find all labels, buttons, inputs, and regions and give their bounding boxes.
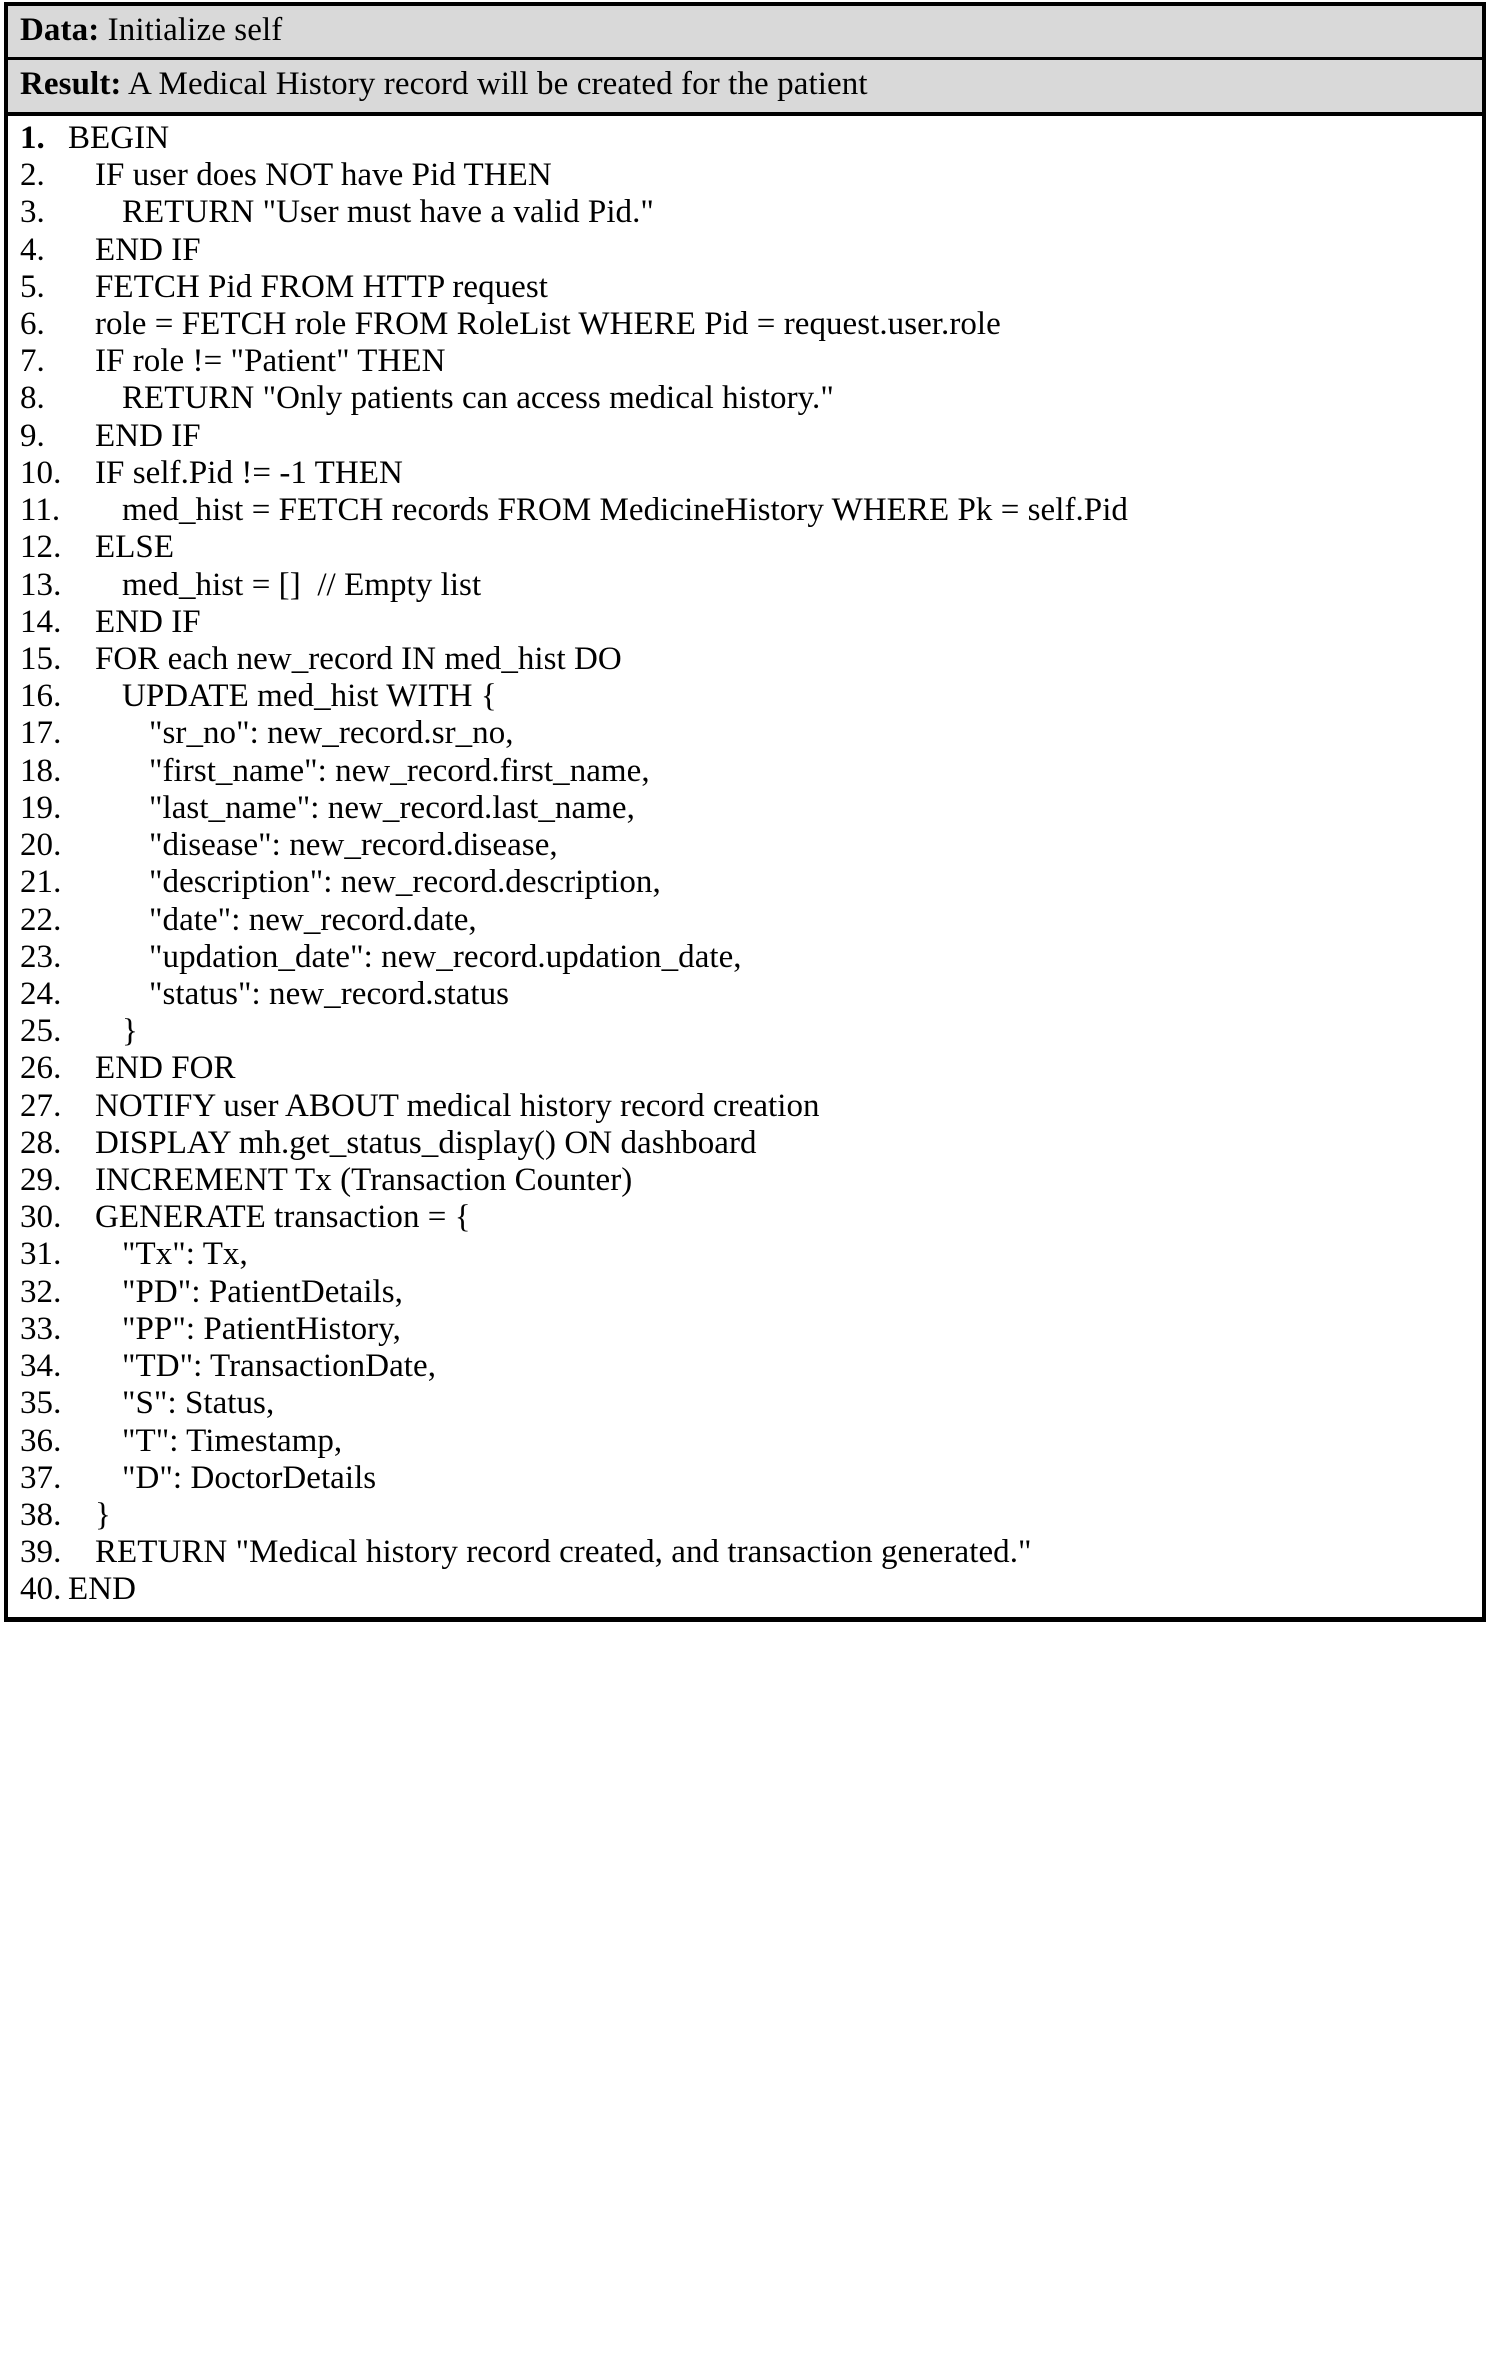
pseudocode-body [8,116,1482,1617]
line-text: UPDATE med_hist WITH { [122,678,497,715]
pseudocode-line [8,604,1482,641]
algorithm-table [4,2,1486,1622]
line-text: med_hist = [] // Empty list [122,566,482,603]
line-number: 16. [20,678,62,715]
line-text: END [68,1571,136,1608]
pseudocode-line [8,1311,1482,1348]
pseudocode-line [8,1385,1482,1422]
pseudocode-line [8,678,1482,715]
line-number: 29. [20,1162,62,1199]
line-text: BEGIN [68,119,170,156]
line-number: 33. [20,1310,62,1347]
pseudocode-line [8,120,1482,157]
line-number: 6. [20,306,45,342]
line-number: 28. [20,1124,62,1161]
line-number: 30. [20,1199,62,1236]
line-number: 3. [20,194,45,231]
pseudocode-line [8,1348,1482,1385]
line-text: "description": new_record.description, [149,864,661,901]
line-text: "last_name": new_record.last_name, [149,789,635,826]
pseudocode-line [8,715,1482,752]
line-text: NOTIFY user ABOUT medical history record creation [95,1087,820,1124]
line-number: 19. [20,789,62,826]
pseudocode-line [8,1236,1482,1273]
line-text: role = FETCH role FROM RoleList WHERE Pid = request.user.role [95,306,1001,342]
line-text: "TD": TransactionDate, [122,1348,437,1385]
line-number: 14. [20,603,62,640]
pseudocode-line [8,1274,1482,1311]
line-number: 17. [20,715,62,752]
line-text: END IF [95,603,201,640]
line-number: 37. [20,1459,62,1496]
line-text: "sr_no": new_record.sr_no, [149,715,514,752]
pseudocode-line [8,455,1482,492]
pseudocode-line [8,1423,1482,1460]
line-number: 36. [20,1422,62,1459]
line-text: END IF [95,231,201,268]
line-number: 5. [20,268,45,305]
line-number: 39. [20,1534,62,1571]
line-number: 25. [20,1013,62,1050]
pseudocode-line [8,306,1482,343]
line-text: RETURN "Medical history record created, and transaction generated." [95,1534,1032,1571]
pseudocode-line [8,1088,1482,1125]
line-number: 13. [20,566,62,603]
pseudocode-line [8,380,1482,417]
line-text: RETURN "Only patients can access medical history." [122,380,834,417]
pseudocode-line [8,827,1482,864]
pseudocode-line [8,753,1482,790]
pseudocode-line [8,864,1482,901]
pseudocode-line [8,939,1482,976]
line-text: } [122,1013,138,1050]
result-header-value: A Medical History record will be created for the patient [121,65,868,102]
result-header-row [8,60,1482,116]
pseudocode-line [8,641,1482,678]
line-number: 38. [20,1497,62,1533]
line-text: "disease": new_record.disease, [149,827,558,864]
line-number: 40. [20,1571,62,1608]
line-number: 12. [20,529,62,566]
data-header-value: Initialize self [99,12,283,48]
pseudocode-line [8,567,1482,604]
pseudocode-line [8,1050,1482,1087]
line-number: 10. [20,454,62,491]
line-text: "Tx": Tx, [122,1236,248,1273]
line-number: 26. [20,1050,62,1087]
pseudocode-line [8,343,1482,380]
pseudocode-line [8,232,1482,269]
line-text: DISPLAY mh.get_status_display() ON dashboard [95,1124,757,1161]
line-number: 8. [20,380,45,417]
line-number: 18. [20,752,62,789]
line-text: END FOR [95,1050,236,1087]
pseudocode-line [8,1199,1482,1236]
line-text: IF user does NOT have Pid THEN [95,157,552,194]
line-number: 2. [20,157,45,194]
line-number: 35. [20,1385,62,1422]
pseudocode-line [8,902,1482,939]
line-text: "updation_date": new_record.updation_date, [149,938,742,975]
pseudocode-line [8,790,1482,827]
line-number: 24. [20,975,62,1012]
line-number: 22. [20,901,62,938]
line-text: INCREMENT Tx (Transaction Counter) [95,1162,633,1199]
data-header-row [8,6,1482,60]
pseudocode-line [8,1571,1482,1608]
line-text: END IF [95,417,201,454]
line-text: RETURN "User must have a valid Pid." [122,194,654,231]
line-number: 27. [20,1087,62,1124]
line-number: 4. [20,231,45,268]
line-text: } [95,1497,111,1533]
pseudocode-line [8,976,1482,1013]
line-text: "date": new_record.date, [149,901,477,938]
line-number: 32. [20,1273,62,1310]
pseudocode-line [8,1013,1482,1050]
line-text: "first_name": new_record.first_name, [149,752,650,789]
pseudocode-line [8,1460,1482,1497]
line-number: 20. [20,827,62,864]
line-text: IF role != "Patient" THEN [95,343,446,380]
line-text: "status": new_record.status [149,975,510,1012]
pseudocode-line [8,1497,1482,1534]
line-number: 7. [20,343,45,380]
line-number: 1. [20,119,45,156]
line-text: FOR each new_record IN med_hist DO [95,640,622,677]
pseudocode-line [8,418,1482,455]
pseudocode-line [8,269,1482,306]
line-text: med_hist = FETCH records FROM MedicineHistory WHERE Pk = self.Pid [122,492,1128,529]
pseudocode-line [8,1534,1482,1571]
pseudocode-line [8,492,1482,529]
line-text: "PP": PatientHistory, [122,1310,401,1347]
line-number: 11. [20,492,61,529]
line-number: 31. [20,1236,62,1273]
line-text: "D": DoctorDetails [122,1459,377,1496]
line-number: 34. [20,1348,62,1385]
result-header-label: Result: [20,65,122,102]
line-text: "S": Status, [122,1385,275,1422]
line-text: IF self.Pid != -1 THEN [95,454,403,491]
pseudocode-line [8,1162,1482,1199]
line-text: ELSE [95,529,175,566]
pseudocode-line [8,529,1482,566]
pseudocode-line [8,157,1482,194]
line-text: "T": Timestamp, [122,1422,343,1459]
line-number: 9. [20,417,45,454]
line-number: 23. [20,938,62,975]
data-header-label: Data: [20,12,100,48]
line-text: GENERATE transaction = { [95,1199,471,1236]
line-number: 21. [20,864,62,901]
pseudocode-line [8,1125,1482,1162]
line-text: FETCH Pid FROM HTTP request [95,268,548,305]
line-number: 15. [20,640,62,677]
pseudocode-line [8,194,1482,231]
line-text: "PD": PatientDetails, [122,1273,403,1310]
